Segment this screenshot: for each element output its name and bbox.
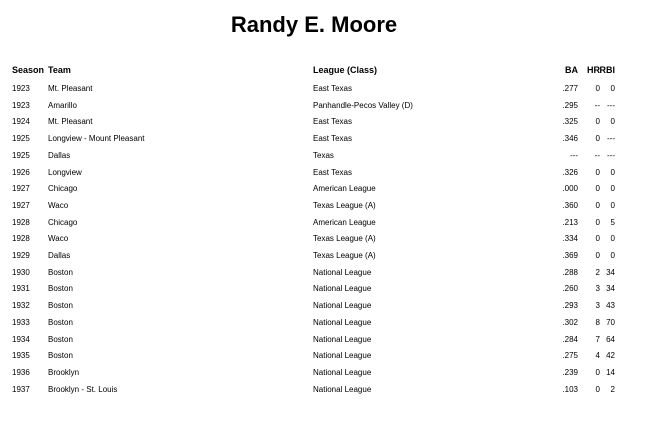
cell-ba: .295	[562, 100, 578, 110]
cell-team: Boston	[48, 267, 73, 277]
cell-hr: 0	[595, 234, 600, 244]
cell-rbi: 0	[610, 184, 615, 194]
cell-season: 1933	[12, 317, 30, 327]
cell-season: 1927	[12, 200, 30, 210]
cell-ba: .288	[562, 267, 578, 277]
table-row	[0, 134, 652, 150]
cell-season: 1924	[12, 117, 30, 127]
cell-hr: 8	[595, 317, 600, 327]
cell-season: 1935	[12, 351, 30, 361]
header-rbi: RBI	[599, 65, 615, 75]
table-row	[0, 301, 652, 317]
cell-rbi: ---	[607, 134, 615, 144]
cell-rbi: 0	[610, 167, 615, 177]
cell-ba: .293	[562, 301, 578, 311]
cell-league: National League	[313, 284, 372, 294]
table-row	[0, 318, 652, 334]
header-team: Team	[48, 65, 71, 75]
cell-rbi: 0	[610, 251, 615, 260]
header-ba: BA	[565, 65, 578, 75]
cell-ba: .302	[562, 317, 578, 327]
cell-rbi: ---	[607, 100, 615, 110]
cell-league: East Texas	[313, 84, 352, 93]
cell-league: East Texas	[313, 167, 352, 177]
cell-hr: 0	[595, 84, 600, 93]
cell-team: Longview - Mount Pleasant	[48, 134, 145, 144]
cell-season: 1928	[12, 234, 30, 244]
cell-team: Amarillo	[48, 100, 77, 110]
cell-hr: 7	[595, 334, 600, 344]
cell-league: American League	[313, 184, 376, 194]
cell-rbi: 14	[606, 367, 615, 377]
cell-league: Texas League (A)	[313, 251, 376, 260]
table-row	[0, 385, 652, 401]
cell-team: Mt. Pleasant	[48, 117, 93, 127]
cell-hr: 0	[595, 217, 600, 227]
cell-ba: .239	[562, 367, 578, 377]
cell-league: American League	[313, 217, 376, 227]
cell-ba: .334	[562, 234, 578, 244]
cell-team: Waco	[48, 200, 69, 210]
cell-ba: .360	[562, 200, 578, 210]
cell-season: 1925	[12, 150, 30, 160]
table-row	[0, 201, 652, 217]
table-row	[0, 234, 652, 250]
cell-ba: .346	[562, 134, 578, 144]
cell-season: 1923	[12, 84, 30, 93]
cell-rbi: 42	[606, 351, 615, 361]
cell-ba: .260	[562, 284, 578, 294]
cell-rbi: 70	[606, 317, 615, 327]
cell-team: Boston	[48, 284, 73, 294]
cell-team: Waco	[48, 234, 69, 244]
cell-league: Panhandle-Pecos Valley (D)	[313, 100, 413, 110]
cell-league: East Texas	[313, 117, 352, 127]
cell-season: 1936	[12, 367, 30, 377]
cell-season: 1923	[12, 100, 30, 110]
page-title: Randy E. Moore	[230, 12, 398, 37]
cell-league: National League	[313, 301, 372, 311]
cell-hr: 2	[595, 267, 600, 277]
table-row	[0, 251, 652, 267]
cell-hr: 4	[595, 351, 600, 361]
cell-rbi: 0	[610, 84, 615, 93]
cell-team: Brooklyn - St. Louis	[48, 384, 118, 394]
cell-season: 1927	[12, 184, 30, 194]
cell-ba: .275	[562, 351, 578, 361]
cell-team: Dallas	[48, 150, 71, 160]
cell-league: East Texas	[313, 134, 352, 144]
table-row	[0, 368, 652, 384]
cell-hr: 0	[595, 200, 600, 210]
cell-league: National League	[313, 351, 372, 361]
cell-team: Chicago	[48, 217, 78, 227]
cell-hr: 3	[595, 284, 600, 294]
cell-hr: 0	[595, 184, 600, 194]
cell-season: 1932	[12, 301, 30, 311]
cell-hr: 0	[595, 134, 600, 144]
cell-ba: .277	[562, 84, 578, 93]
cell-ba: .103	[562, 384, 578, 394]
cell-season: 1925	[12, 134, 30, 144]
cell-rbi: 0	[610, 200, 615, 210]
cell-hr: --	[594, 150, 600, 160]
table-row	[0, 268, 652, 284]
cell-team: Boston	[48, 351, 73, 361]
table-row	[0, 84, 652, 100]
table-row	[0, 151, 652, 167]
cell-season: 1931	[12, 284, 30, 294]
cell-league: Texas League (A)	[313, 234, 376, 244]
cell-hr: 0	[595, 384, 600, 394]
table-row	[0, 218, 652, 234]
cell-season: 1929	[12, 251, 30, 260]
cell-team: Boston	[48, 301, 73, 311]
cell-rbi: 0	[610, 117, 615, 127]
cell-ba: .369	[562, 251, 578, 260]
table-row	[0, 117, 652, 133]
cell-team: Dallas	[48, 251, 71, 260]
cell-team: Chicago	[48, 184, 78, 194]
cell-rbi: 64	[606, 334, 615, 344]
cell-league: Texas League (A)	[313, 200, 376, 210]
cell-league: National League	[313, 334, 372, 344]
cell-team: Mt. Pleasant	[48, 84, 93, 93]
cell-ba: .326	[562, 167, 578, 177]
cell-league: National League	[313, 384, 372, 394]
cell-season: 1937	[12, 384, 30, 394]
cell-rbi: 2	[610, 384, 615, 394]
cell-hr: 0	[595, 251, 600, 260]
cell-rbi: 34	[606, 284, 615, 294]
cell-ba: .000	[562, 184, 578, 194]
cell-team: Brooklyn	[48, 367, 80, 377]
cell-team: Boston	[48, 317, 73, 327]
header-league: League (Class)	[313, 65, 378, 75]
cell-ba: .325	[562, 117, 578, 127]
header-season: Season	[12, 65, 45, 75]
cell-league: National League	[313, 367, 372, 377]
table-row	[0, 335, 652, 351]
table-row	[0, 168, 652, 184]
table-row	[0, 351, 652, 367]
cell-ba: ---	[570, 150, 578, 160]
table-row	[0, 184, 652, 200]
cell-season: 1926	[12, 167, 30, 177]
cell-league: National League	[313, 267, 372, 277]
table-row	[0, 284, 652, 300]
cell-ba: .284	[562, 334, 578, 344]
cell-league: Texas	[313, 150, 334, 160]
cell-rbi: 0	[610, 234, 615, 244]
cell-rbi: 5	[610, 217, 615, 227]
cell-hr: 0	[595, 167, 600, 177]
header-hr: HR	[587, 65, 600, 75]
cell-rbi: 34	[606, 267, 615, 277]
cell-hr: 3	[595, 301, 600, 311]
cell-rbi: 43	[606, 301, 615, 311]
cell-league: National League	[313, 317, 372, 327]
cell-hr: --	[594, 100, 600, 110]
cell-season: 1934	[12, 334, 30, 344]
cell-rbi: ---	[607, 150, 615, 160]
cell-team: Boston	[48, 334, 73, 344]
cell-hr: 0	[595, 367, 600, 377]
cell-season: 1928	[12, 217, 30, 227]
table-row	[0, 101, 652, 117]
cell-hr: 0	[595, 117, 600, 127]
cell-ba: .213	[562, 217, 578, 227]
cell-season: 1930	[12, 267, 30, 277]
cell-team: Longview	[48, 167, 82, 177]
